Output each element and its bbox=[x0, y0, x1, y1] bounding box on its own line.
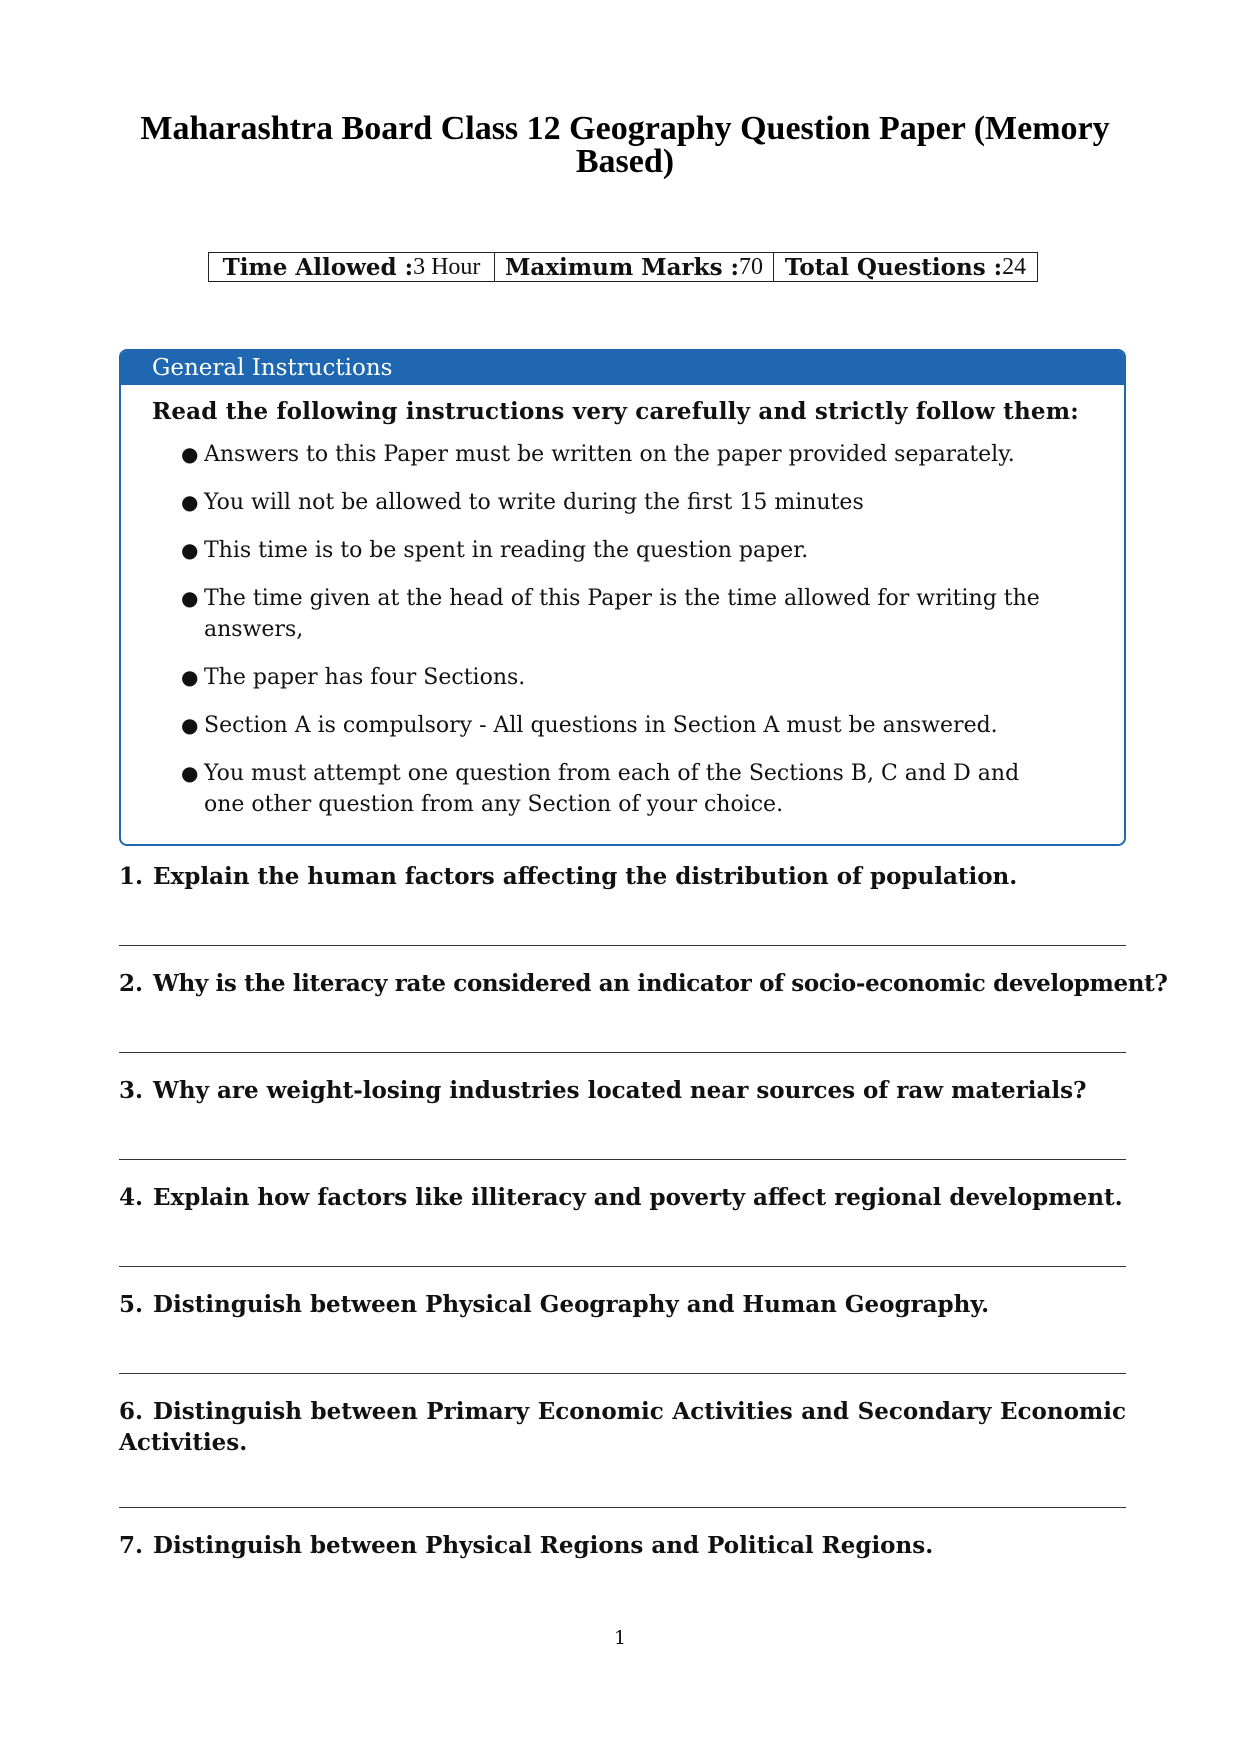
question-1: 1. Explain the human factors affecting the distribution of population. bbox=[119, 863, 1018, 890]
instruction-item: ● The paper has four Sections. bbox=[121, 662, 1124, 693]
bullet-icon: ● bbox=[181, 442, 199, 466]
total-questions-value: 24 bbox=[1002, 253, 1027, 280]
page-title: Maharashtra Board Class 12 Geography Question Paper (Memory Based) bbox=[140, 110, 1110, 180]
total-questions-cell bbox=[774, 253, 1037, 281]
question-3: 3. Why are weight-losing industries located near sources of raw materials? bbox=[119, 1077, 1087, 1104]
answer-rule bbox=[119, 1507, 1126, 1508]
instructions-lead: Read the following instructions very carefully and strictly follow them: bbox=[152, 398, 1079, 425]
instruction-item: ● Section A is compulsory - All questions in Section A must be answered. bbox=[121, 710, 1124, 741]
bullet-icon: ● bbox=[181, 490, 199, 514]
instruction-item: ● You will not be allowed to write during the first 15 minutes bbox=[121, 487, 1124, 518]
bullet-icon: ● bbox=[181, 665, 199, 689]
question-6: 6. Distinguish between Primary Economic Activities and Secondary Economic Activities. bbox=[119, 1398, 1126, 1456]
instructions-list bbox=[121, 439, 1124, 820]
total-questions-label: Total Questions : bbox=[784, 253, 1003, 281]
time-allowed-cell bbox=[209, 253, 495, 281]
instruction-item: ● The time given at the head of this Paper is the time allowed for writing the answers, bbox=[121, 583, 1124, 645]
bullet-icon: ● bbox=[181, 538, 199, 562]
answer-rule bbox=[119, 945, 1126, 946]
maximum-marks-value: 70 bbox=[739, 253, 764, 280]
bullet-icon: ● bbox=[181, 586, 199, 610]
question-4: 4. Explain how factors like illiteracy and poverty affect regional development. bbox=[119, 1184, 1123, 1211]
maximum-marks-label: Maximum Marks : bbox=[504, 253, 740, 281]
instruction-item: ● This time is to be spent in reading the question paper. bbox=[121, 535, 1124, 566]
general-instructions-box bbox=[119, 349, 1126, 846]
instructions-header: General Instructions bbox=[121, 351, 1124, 385]
answer-rule bbox=[119, 1159, 1126, 1160]
instruction-item: ● Answers to this Paper must be written on the paper provided separately. bbox=[121, 439, 1124, 470]
answer-rule bbox=[119, 1266, 1126, 1267]
answer-rule bbox=[119, 1373, 1126, 1374]
maximum-marks-cell bbox=[495, 253, 774, 281]
time-allowed-label: Time Allowed : bbox=[222, 253, 414, 281]
page-number: 1 bbox=[613, 1627, 627, 1649]
time-allowed-value: 3 Hour bbox=[413, 253, 481, 280]
question-5: 5. Distinguish between Physical Geography and Human Geography. bbox=[119, 1291, 990, 1318]
exam-meta-table bbox=[208, 252, 1038, 282]
question-7: 7. Distinguish between Physical Regions and Political Regions. bbox=[119, 1532, 934, 1559]
answer-rule bbox=[119, 1052, 1126, 1053]
bullet-icon: ● bbox=[181, 713, 199, 737]
question-2: 2. Why is the literacy rate considered an indicator of socio-economic development? bbox=[119, 970, 1168, 997]
bullet-icon: ● bbox=[181, 761, 199, 785]
instruction-item: ● You must attempt one question from each of the Sections B, C and D and one other question from any Section of your choice. bbox=[121, 758, 1124, 820]
